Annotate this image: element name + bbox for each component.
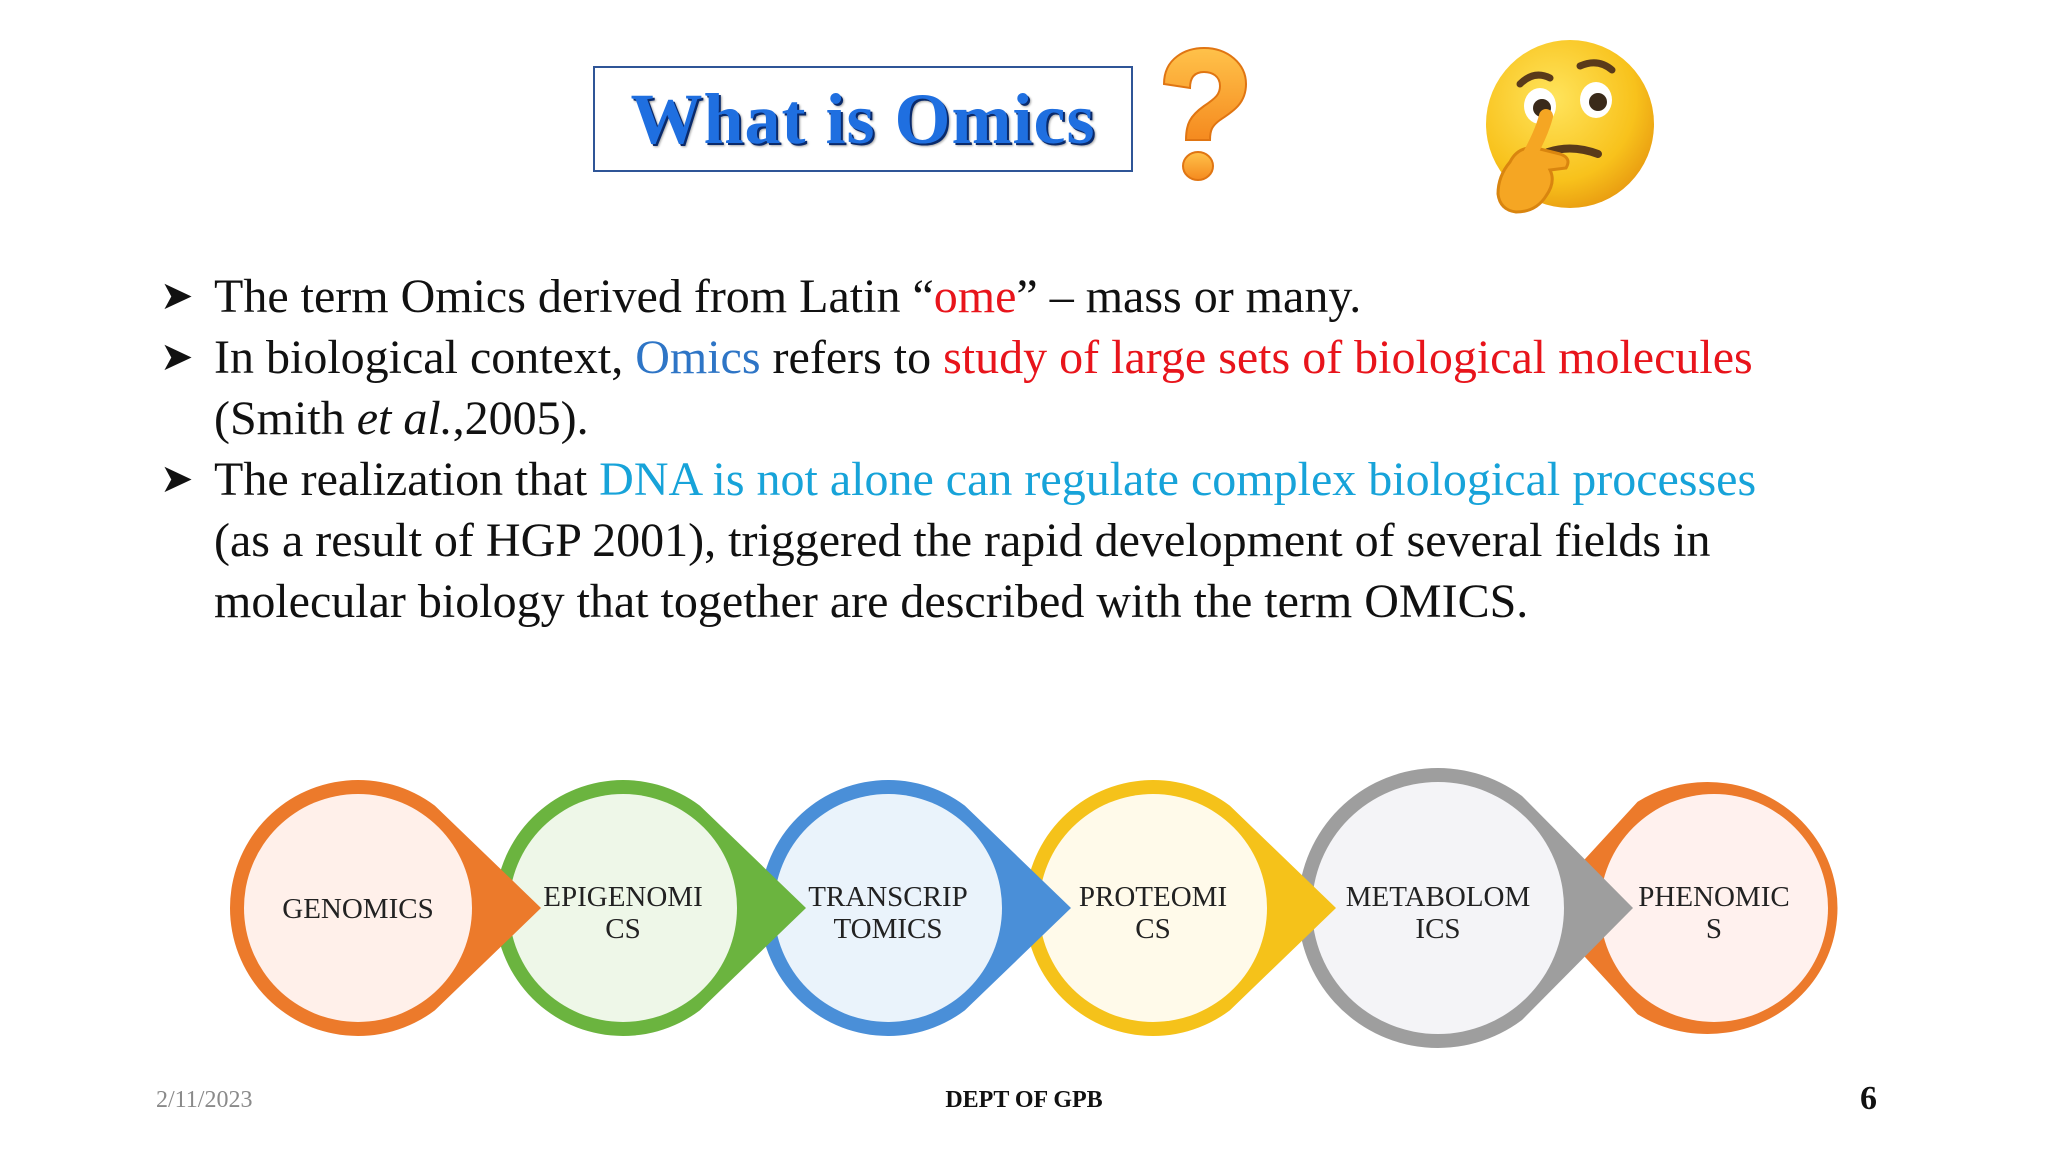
omics-flow-diagram — [200, 760, 1900, 1080]
flow-node-transcrip — [760, 780, 1071, 1036]
title-box — [593, 66, 1133, 172]
bullet-text: The realization that DNA is not alone can regulate complex biological processes (as a result of HGP 2001), triggered the rapid development of several fields in molecular biology that together are described with the term OMICS. — [214, 453, 1757, 628]
flow-node-label-line2: ICS — [1415, 913, 1461, 945]
thinking-face-icon — [1480, 36, 1660, 226]
flow-node-label-line2: TOMICS — [833, 913, 943, 945]
flow-node-label: TRANSCRIP — [808, 881, 968, 913]
flow-node-label: METABOLOM — [1345, 881, 1531, 913]
bullet-text: The term Omics derived from Latin “ome” – mass or many. — [214, 270, 1362, 323]
flow-node-proteomi — [1025, 780, 1336, 1036]
footer-date: 2/11/2023 — [156, 1087, 253, 1113]
bullet-text: In biological context, Omics refers to study of large sets of biological molecules (Smith et al.,2005). — [214, 331, 1753, 445]
arrow-bullet-icon: ➤ — [160, 456, 194, 502]
flow-node-genomics — [230, 780, 541, 1036]
flow-node-label: GENOMICS — [282, 893, 434, 925]
flow-node-epigenomi — [495, 780, 806, 1036]
flow-node-label-line2: S — [1705, 913, 1723, 945]
flow-node-label-line2: CS — [605, 913, 641, 945]
bullet-item — [160, 449, 1800, 632]
bullet-item — [160, 327, 1800, 449]
flow-node-metabolom — [1298, 768, 1633, 1048]
arrow-bullet-icon: ➤ — [160, 273, 194, 319]
bullet-list — [160, 266, 1800, 632]
flow-node-label: PHENOMIC — [1638, 881, 1790, 913]
question-mark-icon — [1146, 44, 1256, 184]
arrow-bullet-icon: ➤ — [160, 334, 194, 380]
page-number: 6 — [1860, 1080, 1877, 1117]
footer-department: DEPT OF GPB — [945, 1087, 1103, 1113]
slide-title: What is Omics — [630, 78, 1096, 159]
flow-node-label: PROTEOMI — [1078, 881, 1228, 913]
flow-node-label-line2: CS — [1135, 913, 1171, 945]
flow-node-label: EPIGENOMI — [543, 881, 703, 913]
bullet-item — [160, 266, 1800, 327]
